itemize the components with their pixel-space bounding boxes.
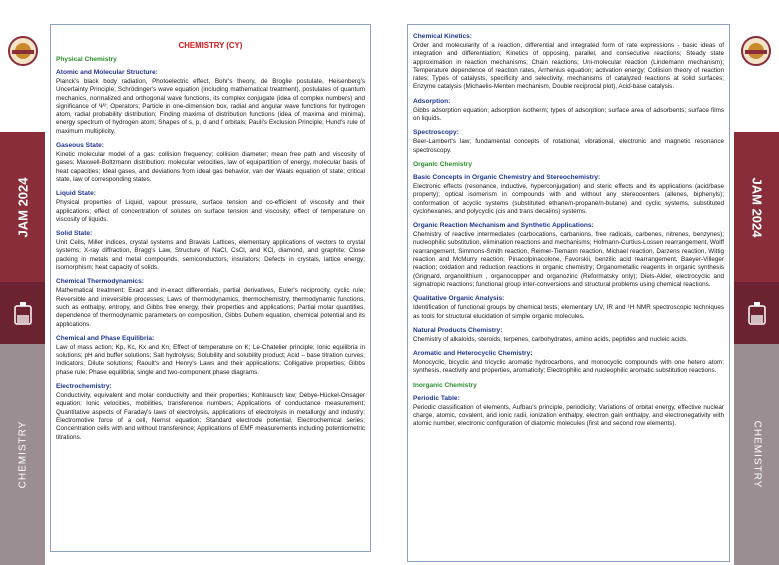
topic-body: Identification of functional groups by chemical tests; elementary UV, IR and ¹H NMR spectroscopic techniques as tools for structural elucidation of simple organic molecules. [413, 304, 724, 320]
topic-body: Kinetic molecular model of a gas: collision frequency; collision diameter; mean free path and viscosity of gases; Maxwell-Boltzmann distribution: molecular velocities, law of equipartition of energy, molecular basis of heat capacities; Ideal gases, and deviations from ideal gas behavior, van der Waals equation of state; critical state, law of corresponding states. [56, 151, 365, 183]
topic-body: Order and molecularity of a reaction, differential and integrated form of rate expressions - basic ideas of integration and differentiation; Kinetics of opposing, parallel, and consecutive reactions; Steady state approximation in reaction mechanisms; Chain reactions; Uni-molecular reaction (Lindemann mechanism); Temperature dependence of reaction rates, Arrhenius equation; activation energy; Collision theory of reaction rates; Types of catalysts, specificity and selectivity, mechanisms of catalyzed reactions at solid surfaces; Enzyme catalysis (Michaelis-Menten mechanism, Double reciprocal plot), Acid-base catalysis. [413, 42, 724, 91]
topic-body: Unit Cells, Miller indices, crystal systems and Bravais Lattices, elementary applications of vectors to crystal systems; X-ray diffraction, Bragg's Law, Structure of NaCl, CsCl, and KCl, diamond, and graphite; Close packing in metals and metal compounds, semiconductors, insulators; Defects in crystals, lattice energy; isomorphism; heat capacity of solids. [56, 239, 365, 272]
topic-heading: Qualitative Organic Analysis: [413, 295, 505, 303]
topic-body: Mathematical treatment: Exact and in-exact differentials, partial derivatives, Euler's reciprocity, cyclic rule; Reversible and irreversible processes; Laws of thermodynamics, thermochemistry, thermodynamic functions, such as enthalpy, entropy, and Gibbs free energy, their properties and applications; Partial molar quantities, dependence of thermodynamic parameters on composition, Gibbs Duhem equation, chemical potential and its applications. [56, 287, 365, 328]
left-sidebar [0, 0, 45, 565]
topic-heading: Chemical and Phase Equilibria: [56, 334, 155, 342]
topic-body: Gibbs adsorption equation; adsorption isotherm; types of adsorption; surface area of adsorbents; surface films on liquids. [413, 106, 724, 123]
topic-heading: Atomic and Molecular Structure: [56, 69, 158, 76]
document-title: CHEMISTRY (CY) [178, 41, 243, 50]
topic-body: Chemistry of alkaloids, steroids, terpenes, carbohydrates, amino acids, peptides and nucleic acids. [413, 335, 688, 343]
left-sections [56, 69, 365, 442]
topic-body: Physical properties of Liquid, vapour pressure, surface tension and co-efficient of viscosity and their applications; effect of concentration of solutes on surface tension and viscosity; effect of temperature on viscosity of liquids. [56, 199, 365, 223]
topic-body: Chemistry of reactive intermediates (carbocations, carbanions, free radicals, carbenes, nitrenes, benzynes); nucleophilic substitution, elimination reactions and mechanisms; Hofmann-Curtius-Lossen rearrangement, Wolff rearrangement, Simmons-Smith reaction, Reimer-Tiemann reaction, Michael reaction, Darzens reaction, Wittig reaction and McMurry reaction; Pinacolpinacolone, Favorskii, benzilic acid rearrangement, Baeyer-Villeger reaction; oxidation and reduction reactions in organic chemistry; Organometallic reagents in organic synthesis (Grignard, organolithium , organocopper and organozinc (Reformatsky only); Diels-Alder, electrocyclic and sigmatropic reactions; functional group inter-conversions and structural problems using chemical reactions. [413, 231, 724, 288]
topic-heading: Chemical Kinetics: [413, 33, 472, 40]
right-page [407, 24, 730, 562]
right-sidebar [734, 0, 779, 565]
topic-heading: Adsorption: [413, 97, 451, 105]
left-page [50, 24, 371, 552]
right-page-content [408, 25, 729, 561]
sidebar-exam-label: JAM 2024 [15, 177, 31, 237]
topic-heading: Spectroscopy: [413, 129, 459, 137]
sidebar-exam-label: JAM 2024 [749, 177, 765, 237]
topic-heading: Organic Reaction Mechanism and Synthetic Applications: [413, 222, 594, 230]
section-heading: Organic Chemistry [413, 160, 472, 168]
topic-heading: Liquid State: [56, 190, 96, 198]
section-heading-physical: Physical Chemistry [56, 56, 117, 63]
sidebar-subject-label: CHEMISTRY [751, 420, 762, 489]
topic-heading: Periodic Table: [413, 394, 460, 402]
topic-body: Law of mass action; Kp, Kc, Kx and Kn; Effect of temperature on K; Le-Chatelier principle; Ionic equilibria in solutions; pH and buffer solutions; Salt hydrolysis; Solubility and solubility product; Acid – base titration curves; Indicators; Dilute solutions; Raoult's and Henry's Laws and their applications; Colligative properties; Gibbs phase rule; Phase equilibria; single and two-component phase diagrams. [56, 343, 365, 376]
topic-heading: Basic Concepts in Organic Chemistry and Stereochemistry: [413, 173, 601, 181]
institute-logo-icon [8, 36, 38, 66]
sidebar-subject-label: CHEMISTRY [17, 420, 28, 489]
topic-body: Conductivity, equivalent and molar conductivity and their properties; Kohlrausch law; Debye-Hückel-Onsager equation; Ionic velocities, mobilities, transference numbers; Applications of conductance measurement; Quantitative aspects of Faraday's laws of electrolysis, applications of electrolysis in metallurgy and industry; Electromotive force of a cell, Nernst equation; Standard electrode potential, Electrochemical series; Concentration cells with and without transference; Applications of EMF measurements including potentiometric titrations. [56, 392, 365, 441]
left-page-content [51, 25, 370, 551]
topic-heading: Solid State: [56, 230, 93, 238]
topic-body: Electronic effects (resonance, inductive, hyperconjugation) and steric effects and its applications (acid/base property); optical isomerism in compounds with and without any stereocenters (allenes, biphenyls); conformation of acyclic systems (substituted ethane/n-propane/n-butane) and cyclic systems, substituted cyclohexanes, and polycyclic (cis and trans decalins) systems. [413, 182, 724, 215]
lab-flask-icon [11, 300, 35, 326]
topic-heading: Gaseous State: [56, 142, 105, 150]
institute-logo-icon [741, 36, 771, 66]
topic-heading: Aromatic and Heterocyclic Chemistry: [413, 350, 533, 358]
topic-heading: Electrochemistry: [56, 383, 112, 391]
topic-body: Beer-Lambert's law; fundamental concepts of rotational, vibrational, electronic and magnetic resonance spectroscopy. [413, 138, 724, 154]
lab-flask-icon [745, 300, 769, 326]
topic-heading: Natural Products Chemistry: [413, 326, 503, 334]
section-heading: Inorganic Chemistry [413, 381, 477, 389]
topic-body: Monocyclic, bicyclic and tricyclic aromatic hydrocarbons, and monocyclic compounds with one hetero atom: synthesis, reactivity and properties, aromaticity; Electrophilic and nucleophilic aromatic substitution reactions. [413, 359, 724, 375]
topic-body: Periodic classification of elements, Aufbau's principle, periodicity; Variations of orbital energy, effective nuclear charge, atomic, covalent, and ionic radii, ionization enthalpy, electron gain enthalpy, and electronegativity with atomic number, electronic configuration of diatomic molecules (first and second row elements). [413, 403, 724, 428]
topic-body: Planck's black body radiation, Photoelectric effect, Bohr's theory, de Broglie postulate, Heisenberg's Uncertainty Principle; Schrödinger's wave equation (including mathematical treatment), postulates of quantum mechanics, normalized and orthogonal wave functions, its complex conjugate (idea of complex numbers) and significance of Ψ²; Operators; Particle in one-dimension box, radial and angular wave functions for hydrogen atom, radial probability distribution; Finding maxima of distribution functions (idea of maxima and minima), energy spectrum of hydrogen atom; Shapes of s, p, d and f orbitals; Pauli's Exclusion Principle; Hund's rule of maximum multiplicity. [56, 78, 365, 135]
topic-heading: Chemical Thermodynamics: [56, 278, 144, 286]
